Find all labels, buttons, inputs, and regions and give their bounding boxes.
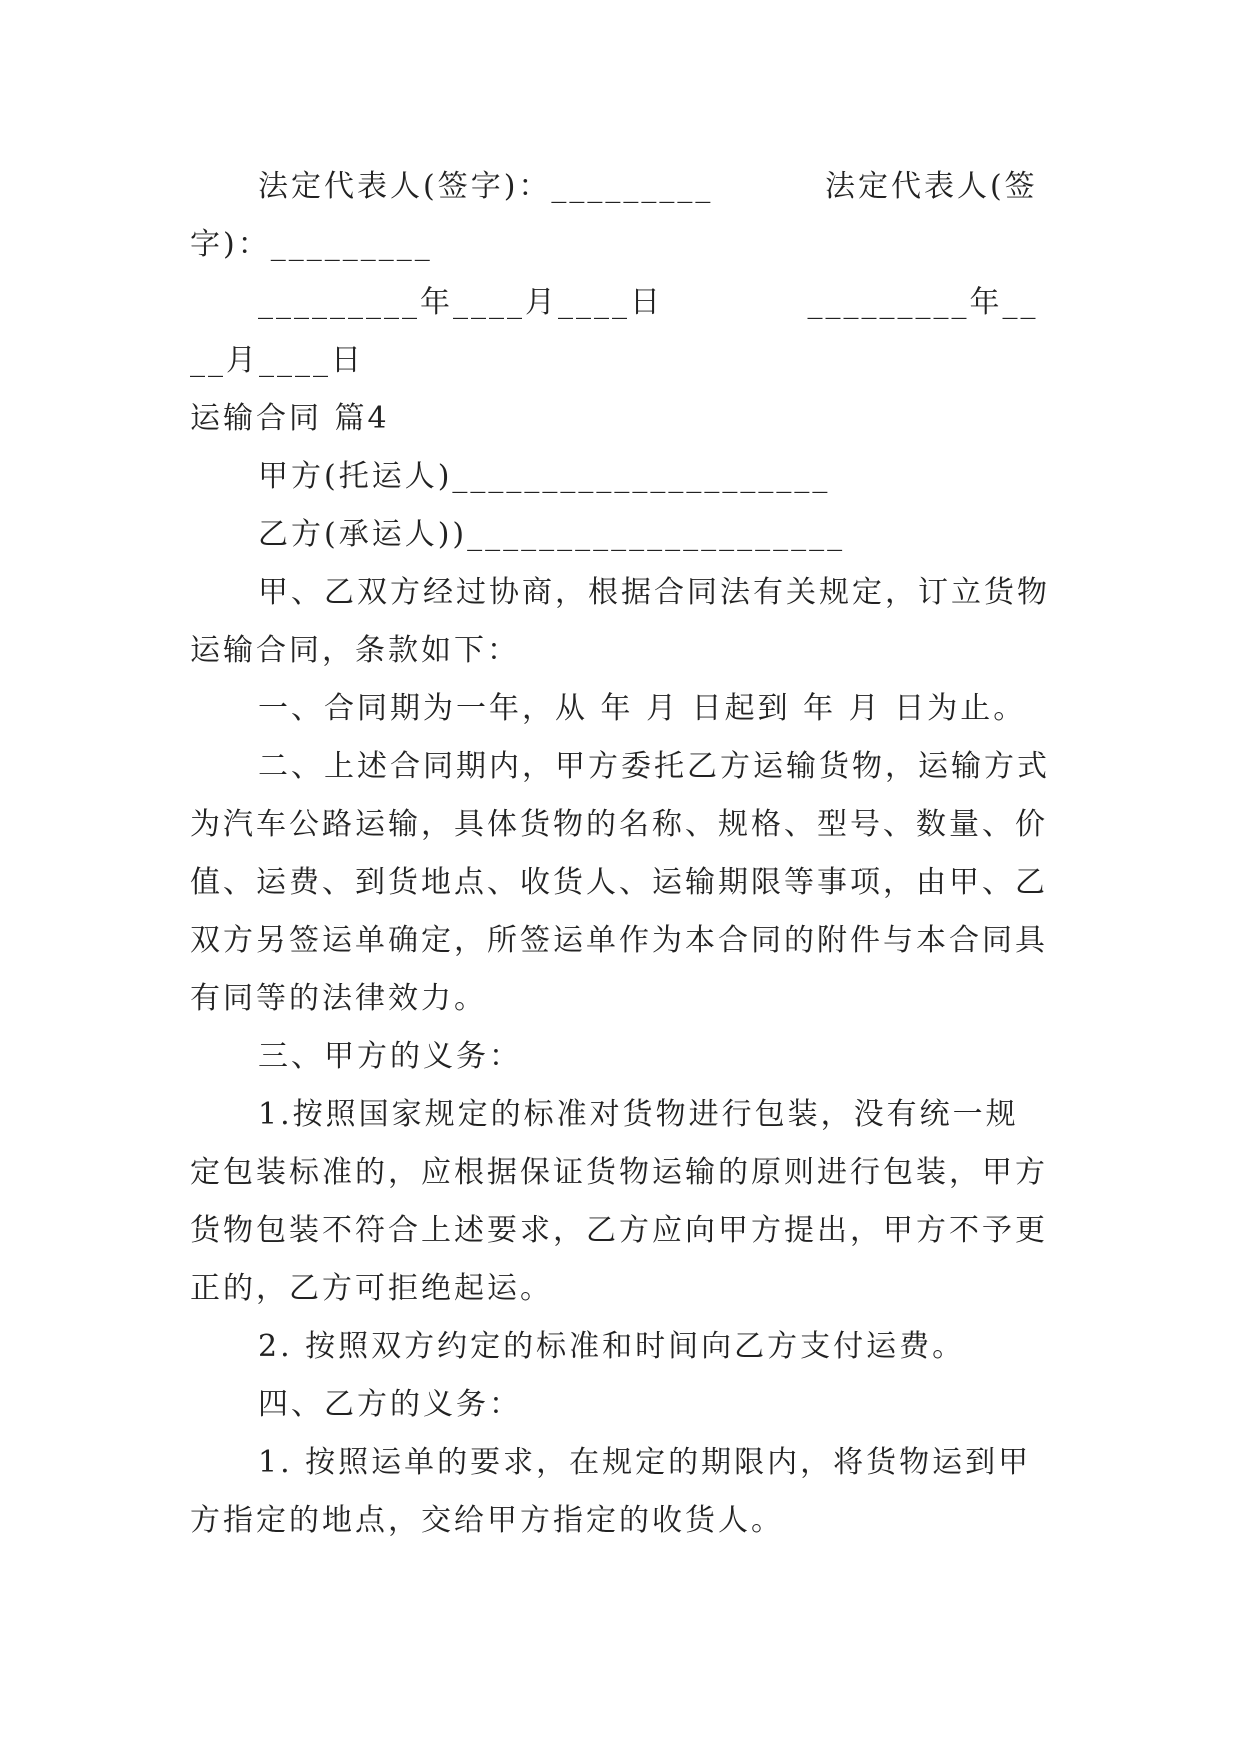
clause-1: 一、合同期为一年，从 年 月 日起到 年 月 日为止。 <box>258 691 1027 726</box>
date-line: _________年____月____日 _________年____月____日 <box>190 285 1039 378</box>
clause-3-heading: 三、甲方的义务： <box>258 1039 522 1074</box>
party-a-line: 甲方(托运人)_____________________ <box>258 459 831 494</box>
clause-3-item-2: 2. 按照双方约定的标准和时间向乙方支付运费。 <box>258 1329 966 1364</box>
clause-4-item-1: 1. 按照运单的要求，在规定的期限内，将货物运到甲方指定的地点，交给甲方指定的收货人。 <box>190 1445 1032 1538</box>
clause-4-heading: 四、乙方的义务： <box>258 1387 522 1422</box>
clause-3-item-1: 1.按照国家规定的标准对货物进行包装，没有统一规定包装标准的，应根据保证货物运输的原则进行包装，甲方货物包装不符合上述要求，乙方应向甲方提出，甲方不予更正的，乙方可拒绝起运。 <box>190 1097 1048 1306</box>
document-body <box>190 158 1050 1550</box>
signature-line: 法定代表人(签字)：_________ 法定代表人(签字)：_________ <box>190 169 1038 262</box>
intro-paragraph: 甲、乙双方经过协商，根据合同法有关规定，订立货物运输合同，条款如下： <box>190 575 1050 668</box>
section-title: 运输合同 篇4 <box>190 401 390 436</box>
party-b-line: 乙方(承运人))_____________________ <box>258 517 846 552</box>
clause-2: 二、上述合同期内，甲方委托乙方运输货物，运输方式为汽车公路运输，具体货物的名称、规格、型号、数量、价值、运费、到货地点、收货人、运输期限等事项，由甲、乙双方另签运单确定，所签运单作为本合同的附件与本合同具有同等的法律效力。 <box>190 749 1050 1016</box>
